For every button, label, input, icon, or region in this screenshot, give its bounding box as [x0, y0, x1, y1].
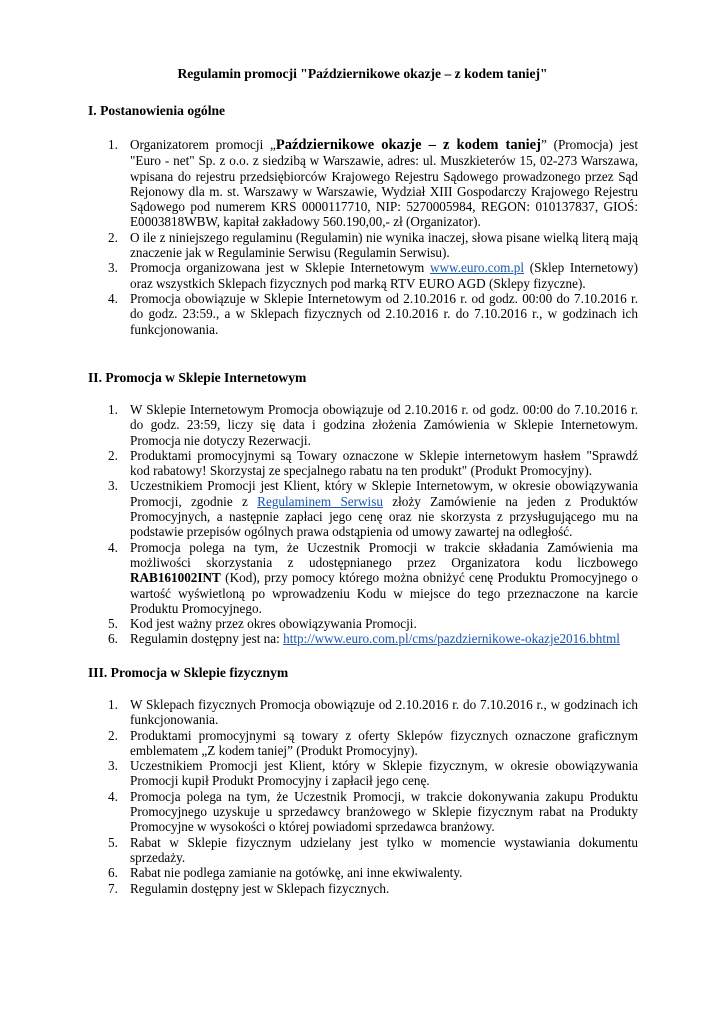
list-item-number: 1. — [108, 402, 118, 417]
list-item-number: 3. — [108, 758, 118, 774]
hyperlink[interactable]: Regulaminem Serwisu — [257, 493, 383, 509]
list-item — [108, 631, 638, 647]
paragraph-text: Rabat nie podlega zamianie na gotówkę, ani inne ekwiwalenty. — [130, 865, 463, 881]
list-item-number: 5. — [108, 834, 118, 850]
paragraph-text: Uczestnikiem Promocji jest Klient, który w Sklepie Internetowym, w okresie obowiązywania Promocji, zgodnie z — [130, 478, 638, 509]
paragraph-text: złoży Zamówienie na jeden z Produktów Promocyjnych, a następnie zapłaci jego cenę oraz nie skorzysta z przysługującego mu na podstawie przepisów ogólnych prawa odstąpienia od umowy zawartej na odległość. — [130, 493, 638, 540]
list-item — [108, 290, 638, 337]
paragraph-text: Promocja polega na tym, że Uczestnik Promocji, w trakcie dokonywania zakupu Produktu Promocyjnego uzyskuje u sprzedawcy branżowego w Sklepie fizycznym rabat na Produkty Promocyjne w wysokości o której powiadomi sprzedawca branżowy. — [130, 788, 638, 835]
list-item-number: 4. — [108, 788, 118, 804]
list-item — [108, 727, 638, 759]
list-item — [108, 447, 638, 479]
list-item-number: 2. — [108, 229, 118, 245]
section-heading-online-store: II. Promocja w Sklepie Internetowym — [88, 370, 307, 385]
list-item — [108, 880, 638, 896]
paragraph-text: Produktami promocyjnymi są towary z oferty Sklepów fizycznych oznaczone graficznym emblematem „Z kodem taniej” (Produkt Promocyjny). — [130, 727, 638, 758]
section-list-general — [108, 137, 638, 337]
paragraph-text: Rabat w Sklepie fizycznym udzielany jest tylko w momencie wystawiania dokumentu sprzedaży. — [130, 834, 638, 865]
list-item-number: 6. — [108, 865, 118, 881]
list-item-number: 4. — [108, 290, 118, 306]
list-item-number: 7. — [108, 880, 118, 896]
list-item-number: 1. — [108, 137, 118, 152]
paragraph-text: O ile z niniejszego regulaminu (Regulamin) nie wynika inaczej, słowa pisane wielką literą mają znaczenie jak w Regulaminie Serwisu (Regulamin Serwisu). — [130, 229, 638, 261]
list-item — [108, 834, 638, 866]
list-item — [108, 137, 638, 230]
list-item — [108, 697, 638, 728]
paragraph-text: Organizatorem promocji „ — [130, 137, 276, 152]
hyperlink[interactable]: www.euro.com.pl — [430, 260, 524, 276]
list-item — [108, 865, 638, 881]
paragraph-text: Regulamin dostępny jest w Sklepach fizycznych. — [130, 880, 390, 896]
list-item-number: 2. — [108, 447, 118, 463]
list-item-number: 6. — [108, 631, 118, 647]
section-heading-general: I. Postanowienia ogólne — [88, 103, 226, 118]
document-title: Regulamin promocji "Październikowe okazje – z kodem taniej" — [177, 66, 548, 81]
list-item — [108, 478, 638, 540]
hyperlink[interactable]: http://www.euro.com.pl/cms/pazdziernikowe-okazje2016.bhtml — [283, 631, 620, 647]
list-item — [108, 616, 638, 632]
list-item-number: 3. — [108, 478, 118, 494]
paragraph-text: Regulamin dostępny jest na: — [130, 631, 284, 647]
section-list-online-store — [108, 402, 638, 647]
paragraph-text: Kod jest ważny przez okres obowiązywania Promocji. — [130, 616, 417, 632]
paragraph-text: (Kod), przy pomocy którego można obniżyć cenę Produktu Promocyjnego o wartość wyświetloną po wprowadzeniu Kodu w miejsce do tego przeznaczone na karcie Produktu Promocyjnego. — [130, 570, 638, 616]
section-list-physical-store — [108, 697, 638, 896]
paragraph-text: Promocja obowiązuje w Sklepie Internetowym od 2.10.2016 r. od godz. 00:00 do 7.10.2016 r. do godz. 23:59., a w Sklepach fizycznych od 2.10.2016 r. do 7.10.2016 r., w godzinach ich funkcjonowania. — [130, 290, 638, 337]
list-item — [108, 539, 638, 616]
promotion-name: Październikowe okazje – z kodem taniej — [275, 137, 541, 153]
list-item-number: 2. — [108, 727, 118, 743]
list-item-number: 1. — [108, 697, 118, 712]
paragraph-text: Promocja polega na tym, że Uczestnik Promocji w trakcie składania Zamówienia ma możliwości skorzystania z udostępnianego przez Organizatora kodu liczbowego — [130, 539, 638, 570]
promo-code: RAB161002INT — [130, 570, 221, 586]
list-item — [108, 758, 638, 789]
paragraph-text: Produktami promocyjnymi są Towary oznaczone w Sklepie internetowym hasłem "Sprawdź kod rabatowy! Skorzystaj ze specjalnego rabatu na ten produkt" (Produkt Promocyjny). — [130, 447, 638, 479]
paragraph-text: W Sklepie Internetowym Promocja obowiązuje od 2.10.2016 r. od godz. 00:00 do 7.10.2016 r. do godz. 23:59, liczy się data i godzina złożenia Zamówienia w Sklepie Internetowym. Promocja nie dotyczy Rezerwacji. — [130, 402, 638, 448]
list-item-number: 4. — [108, 539, 118, 555]
paragraph-text: ” (Promocja) jest "Euro - net" Sp. z o.o. z siedzibą w Warszawie, adres: ul. Muszkieterów 15, 02-273 Warszawa, wpisana do rejestru przedsiębiorców Krajowego Rejestru Sądowego prowadzonego przez Sąd Rejonowy dla m. st. Warszawy w Warszawie, Wydział XIII Gospodarczy Krajowego Rejestru Sądowego pod numerem KRS 0000117710, NIP: 5270005984, REGON: 010137837, GIOŚ: E0003818WBW, kapitał zakładowy 560.190,00,- zł (Organizator). — [130, 137, 638, 230]
list-item — [108, 260, 638, 291]
paragraph-text: Uczestnikiem Promocji jest Klient, który w Sklepie fizycznym, w okresie obowiązywania Promocji kupił Produkt Promocyjny i zapłacił jego cenę. — [130, 758, 638, 789]
paragraph-text: W Sklepach fizycznych Promocja obowiązuje od 2.10.2016 r. do 7.10.2016 r., w godzinach ich funkcjonowania. — [130, 697, 638, 728]
list-item-number: 5. — [108, 616, 118, 632]
section-heading-physical-store: III. Promocja w Sklepie fizycznym — [88, 665, 289, 680]
paragraph-text: Promocja organizowana jest w Sklepie Internetowym — [130, 260, 430, 276]
list-item-number: 3. — [108, 260, 118, 276]
list-item — [108, 229, 638, 261]
list-item — [108, 402, 638, 448]
paragraph-text: (Sklep Internetowy) oraz wszystkich Sklepach fizycznych pod marką RTV EURO AGD (Sklepy fizyczne). — [130, 260, 638, 291]
list-item — [108, 788, 638, 835]
